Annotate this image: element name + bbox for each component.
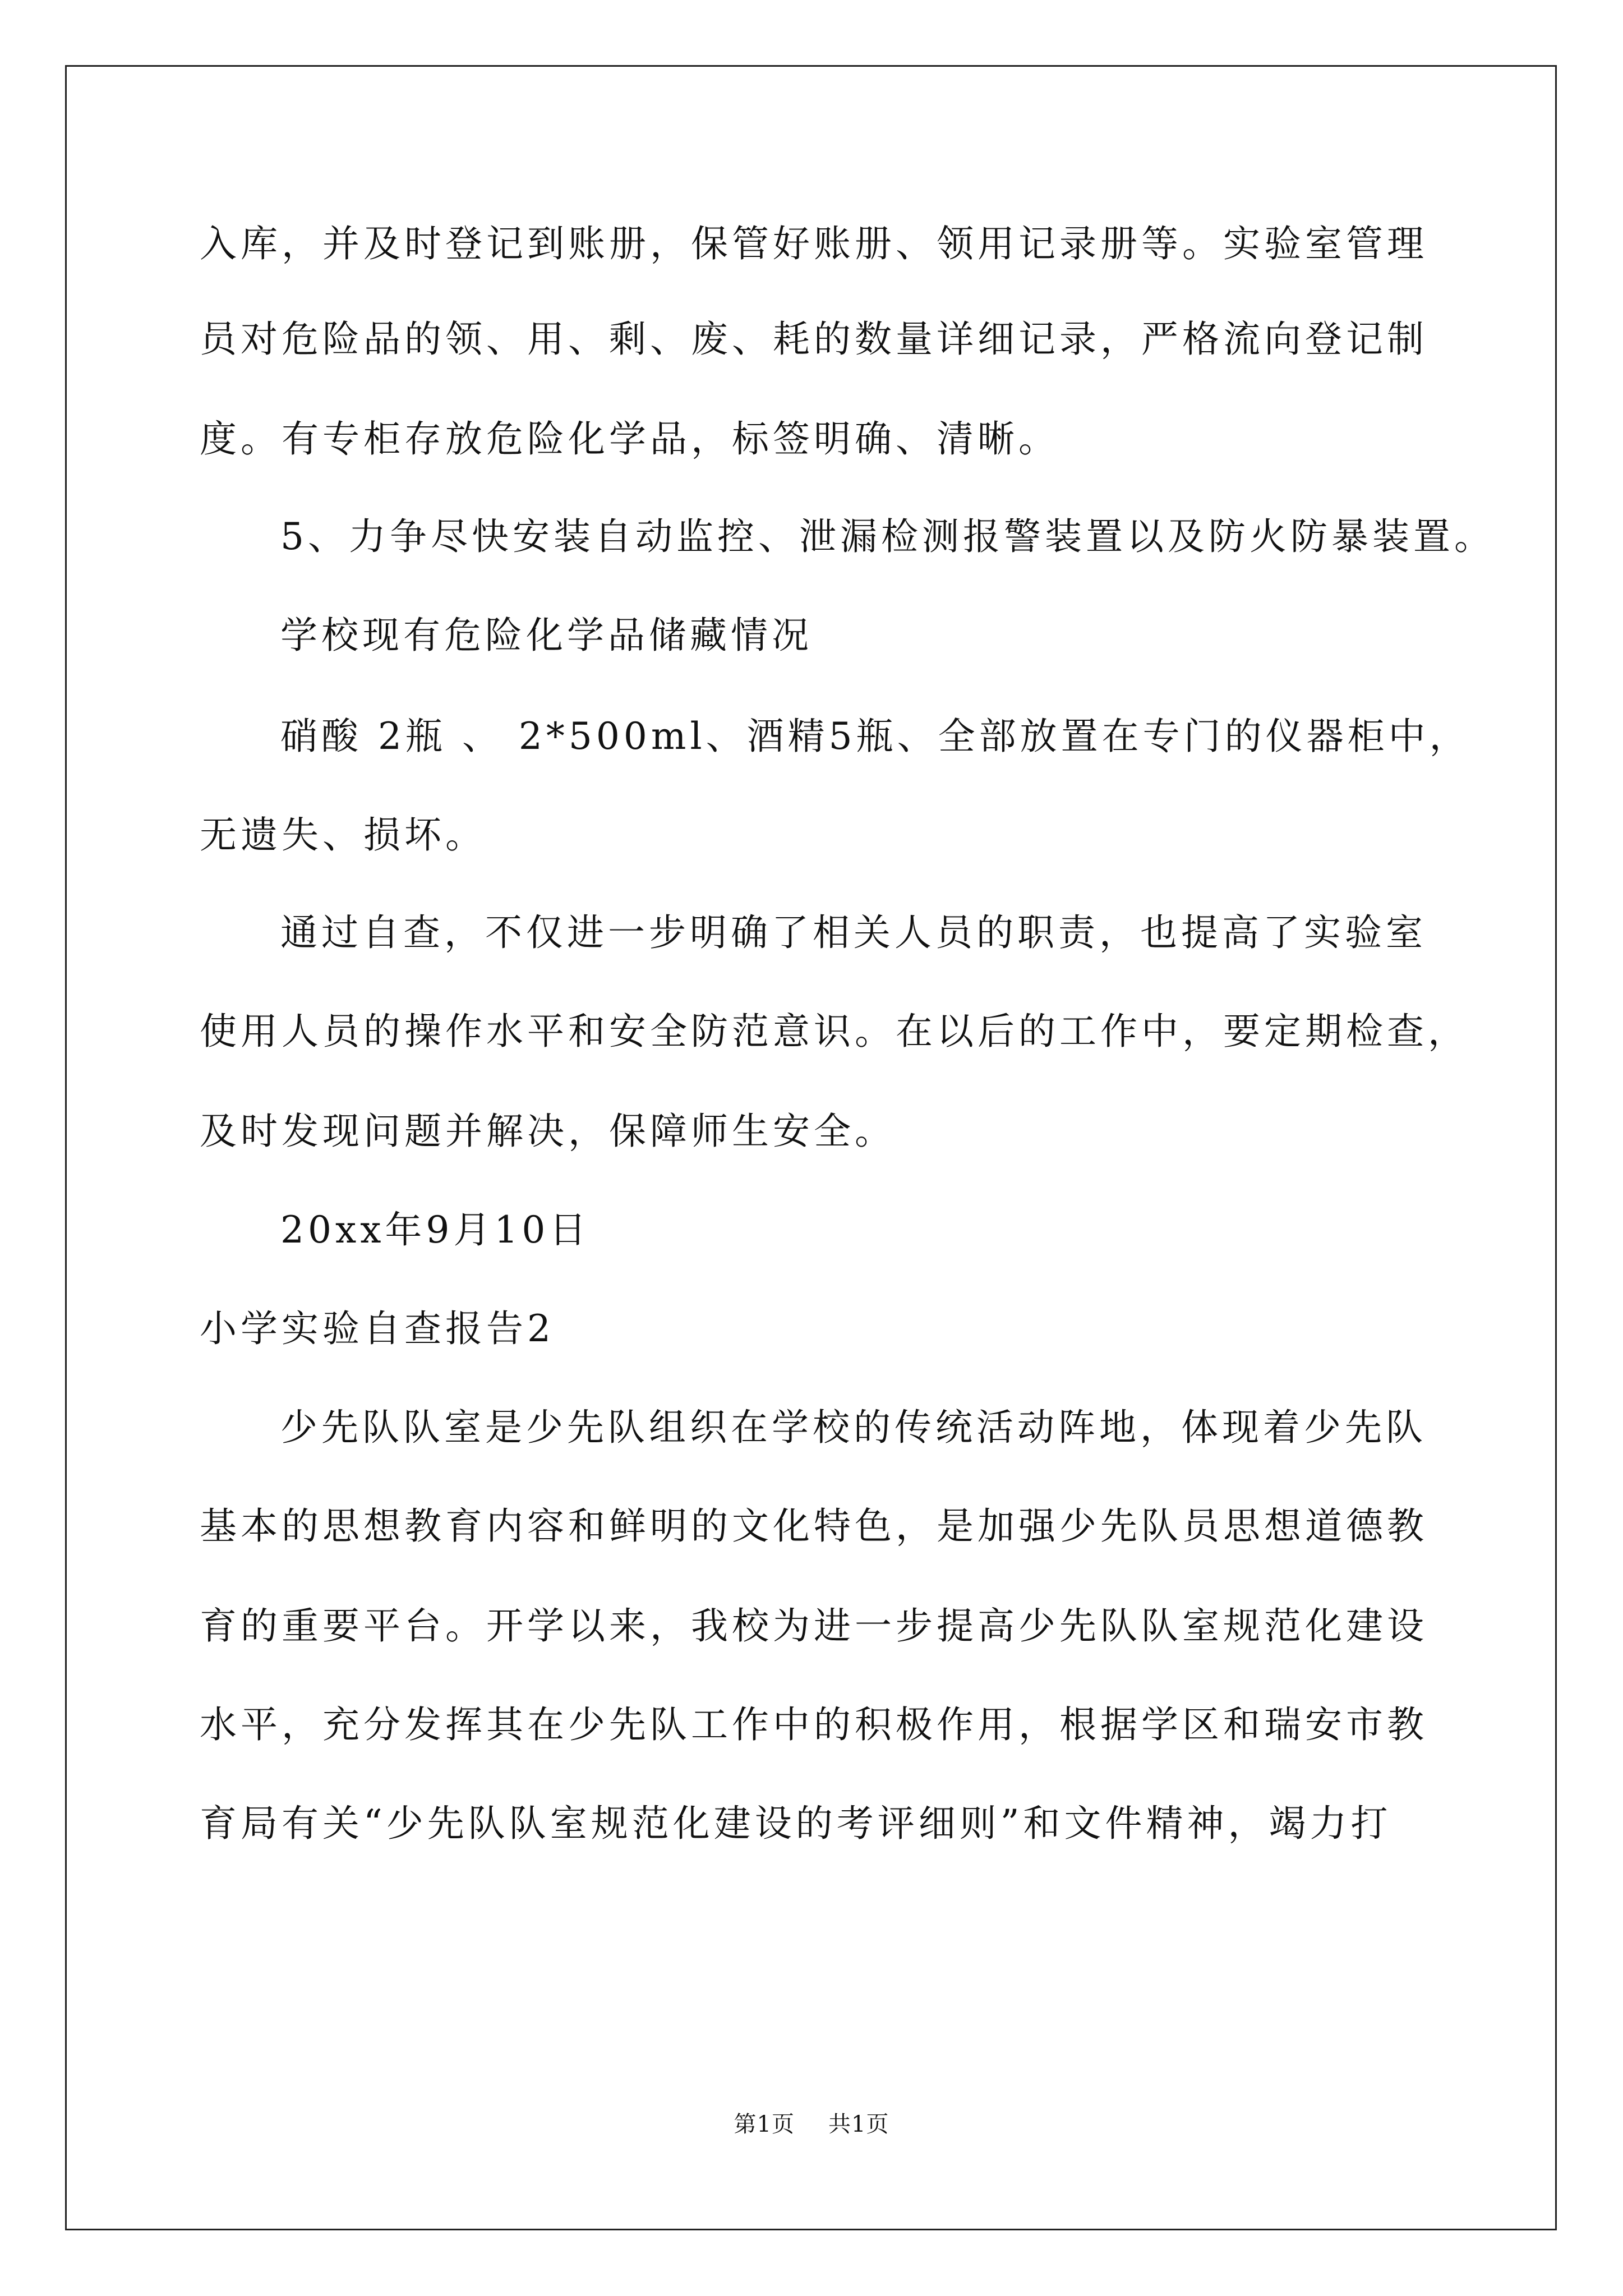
body-text-line: 及时发现问题并解决，保障师生安全。 (200, 1110, 896, 1153)
body-text-line: 通过自查，不仅进一步明确了相关人员的职责，也提高了实验室 (280, 911, 1427, 954)
body-text-line: 硝酸 2瓶 、 2*500ml、酒精5瓶、全部放置在专门的仪器柜中， (280, 715, 1470, 758)
body-text-line: 基本的思想教育内容和鲜明的文化特色，是加强少先队员思想道德教 (200, 1504, 1428, 1548)
report-title: 小学实验自查报告2 (200, 1307, 555, 1350)
body-text-line: 员对危险品的领、用、剩、废、耗的数量详细记录，严格流向登记制 (200, 318, 1428, 361)
body-text-line: 使用人员的操作水平和安全防范意识。在以后的工作中，要定期检查， (200, 1010, 1469, 1053)
section-heading: 学校现有危险化学品储藏情况 (280, 614, 813, 657)
body-text-line: 度。有专柜存放危险化学品，标签明确、清晰。 (200, 417, 1059, 461)
body-text-line: 5、力争尽快安装自动监控、泄漏检测报警装置以及防火防暴装置。 (280, 515, 1495, 558)
page-number: 第1页 (734, 2111, 795, 2137)
page-total: 共1页 (828, 2111, 889, 2137)
page-footer (0, 2110, 1623, 2138)
date-line: 20xx年9月10日 (280, 1208, 591, 1251)
body-text-line: 入库，并及时登记到账册，保管好账册、领用记录册等。实验室管理 (200, 222, 1428, 265)
body-text-line: 育的重要平台。开学以来，我校为进一步提高少先队队室规范化建设 (200, 1604, 1428, 1648)
body-text-line: 无遗失、损坏。 (200, 813, 486, 857)
body-text-line: 育局有关“少先队队室规范化建设的考评细则”和文件精神，竭力打 (200, 1802, 1392, 1845)
body-text-line: 水平，充分发挥其在少先队工作中的积极作用，根据学区和瑞安市教 (200, 1703, 1428, 1746)
body-text-line: 少先队队室是少先队组织在学校的传统活动阵地，体现着少先队 (280, 1406, 1427, 1449)
